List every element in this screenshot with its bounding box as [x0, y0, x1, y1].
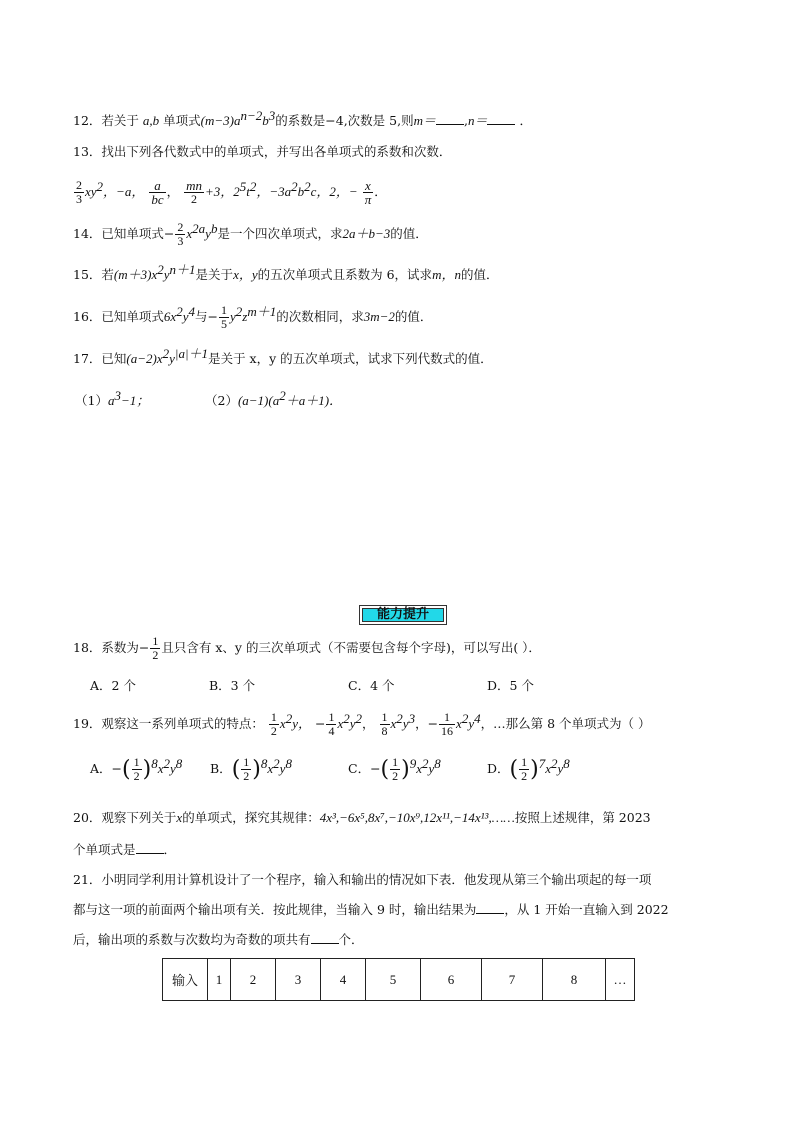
table-cell: 6 [421, 959, 482, 1001]
fraction: $\frac{1}{8}$ [381, 710, 388, 739]
question-21-line-2: 都与这一项的前面两个输出项有关．按此规律，当输入 9 时，输出结果为 ，从 1 开始一直输入到 2022 [73, 902, 669, 917]
question-17: 17．已知$(a-2)x^2y^{|a|+1}$是关于 x，y 的五次单项式，试求下列代数式的值． [73, 346, 493, 367]
table-cell: 4 [321, 959, 366, 1001]
answer-blank-m[interactable] [436, 112, 464, 125]
table-cell: 8 [543, 959, 606, 1001]
question-21-line-3: 后，输出项的系数与次数均为奇数的项共有 个． [73, 932, 364, 947]
fraction: $\frac{1}{4}$ [328, 710, 335, 739]
fraction: $\frac{x}{\pi}$ [364, 178, 372, 208]
choice-b[interactable]: B．3 个 [209, 678, 256, 693]
answer-blank[interactable] [311, 931, 339, 944]
question-13: 13．找出下列各代数式中的单项式，并写出各单项式的系数和次数． [73, 144, 452, 159]
table-cell: 5 [366, 959, 421, 1001]
question-17-part-2: $(2)(a-1)(a^2+a+1)$． [205, 388, 343, 409]
fraction: $\frac{2}{3}$ [177, 220, 184, 249]
answer-blank[interactable] [136, 841, 164, 854]
question-14: 14．已知单项式− $\frac{2}{3}$ $x^{2a}y^b$是一个四次单项式，求2a＋b−3的值． [73, 220, 428, 249]
question-19: 19．观察这一系列单项式的特点： $\frac{1}{2}$ $x^2y$， − $\frac{1}{4}$ $x^2y^2$， $\frac{1}{8}$ $x^2y^3$，− $\frac{1}{16}$ $x^2y^4$，…那么第 8 个单项式为（ ） [73, 710, 651, 739]
question-16: 16．已知单项式$6x^2y^4$与− $\frac{1}{5}$ $y^2z^{m+1}$的次数相同，求3m−2的值． [73, 303, 433, 332]
fraction: $\frac{2}{3}$ [76, 178, 82, 207]
choice-a[interactable]: A．2 个 [90, 678, 136, 693]
question-13-expressions: $\frac{2}{3}$ $xy^2$，−a， $\frac{a}{bc}$ ， $\frac{mn}{2}$ +3，$2^5t^2$，$-3a^2b^2c$，2，− $\frac{x}{\pi}$ ． [76, 178, 387, 208]
choice-c[interactable]: C．4 个 [348, 678, 395, 693]
question-20-line-2: 个单项式是 ． [73, 842, 177, 857]
input-output-table [162, 958, 635, 1001]
fraction: $\frac{1}{16}$ [441, 710, 454, 739]
question-20: 20．观察下列关于x的单项式，探究其规律：4x³,−6x⁵,8x⁷,−10x⁹,12x¹¹,−14x¹³,……按照上述规律，第 2023 [73, 810, 651, 825]
question-21: 21．小明同学利用计算机设计了一个程序，输入和输出的情况如下表．他发现从第三个输出项起的每一项 [73, 872, 652, 887]
table-cell: … [606, 959, 635, 1001]
table-header-cell: 输入 [163, 959, 208, 1001]
fraction: $\frac{1}{2}$ [152, 634, 159, 662]
question-12: 12．若关于 a,b 单项式$(m-3)a^{n-2}b^3$的系数是−4,次数是 5,则m＝ ,n＝ ． [73, 108, 532, 129]
answer-blank[interactable] [476, 901, 504, 914]
choice-a[interactable]: A．−( $\frac{1}{2}$ )$^8x^2y^8$ [90, 755, 183, 784]
table-row [163, 959, 635, 1001]
table-cell: 7 [482, 959, 543, 1001]
choice-c[interactable]: C．−( $\frac{1}{2}$ )$^9x^2y^8$ [348, 755, 441, 784]
fraction: $\frac{mn}{2}$ [186, 178, 202, 207]
question-17-part-1: $(1)a^3-1$； [75, 388, 150, 409]
fraction: $\frac{1}{5}$ [220, 303, 227, 332]
fraction: $\frac{a}{bc}$ [151, 178, 164, 208]
choice-b[interactable]: B．( $\frac{1}{2}$ )$^8x^2y^8$ [210, 755, 292, 784]
table-cell: 1 [208, 959, 231, 1001]
choice-d[interactable]: D．5 个 [487, 678, 534, 693]
fraction: $\frac{1}{2}$ [270, 710, 277, 739]
table-cell: 3 [276, 959, 321, 1001]
question-18: 18．系数为− $\frac{1}{2}$ 且只含有 x、y 的三次单项式（不需要包含每个字母)，可以写出( ）． [73, 634, 541, 662]
choice-d[interactable]: D．( $\frac{1}{2}$ )$^7x^2y^8$ [487, 755, 570, 784]
answer-blank-n[interactable] [487, 112, 515, 125]
table-cell: 2 [231, 959, 276, 1001]
section-title-badge: 能力提升 [359, 605, 447, 625]
question-15: 15．若$(m+3)x^2y^{n+1}$是关于x，y的五次单项式且系数为 6，试求m，n的值． [73, 262, 499, 283]
